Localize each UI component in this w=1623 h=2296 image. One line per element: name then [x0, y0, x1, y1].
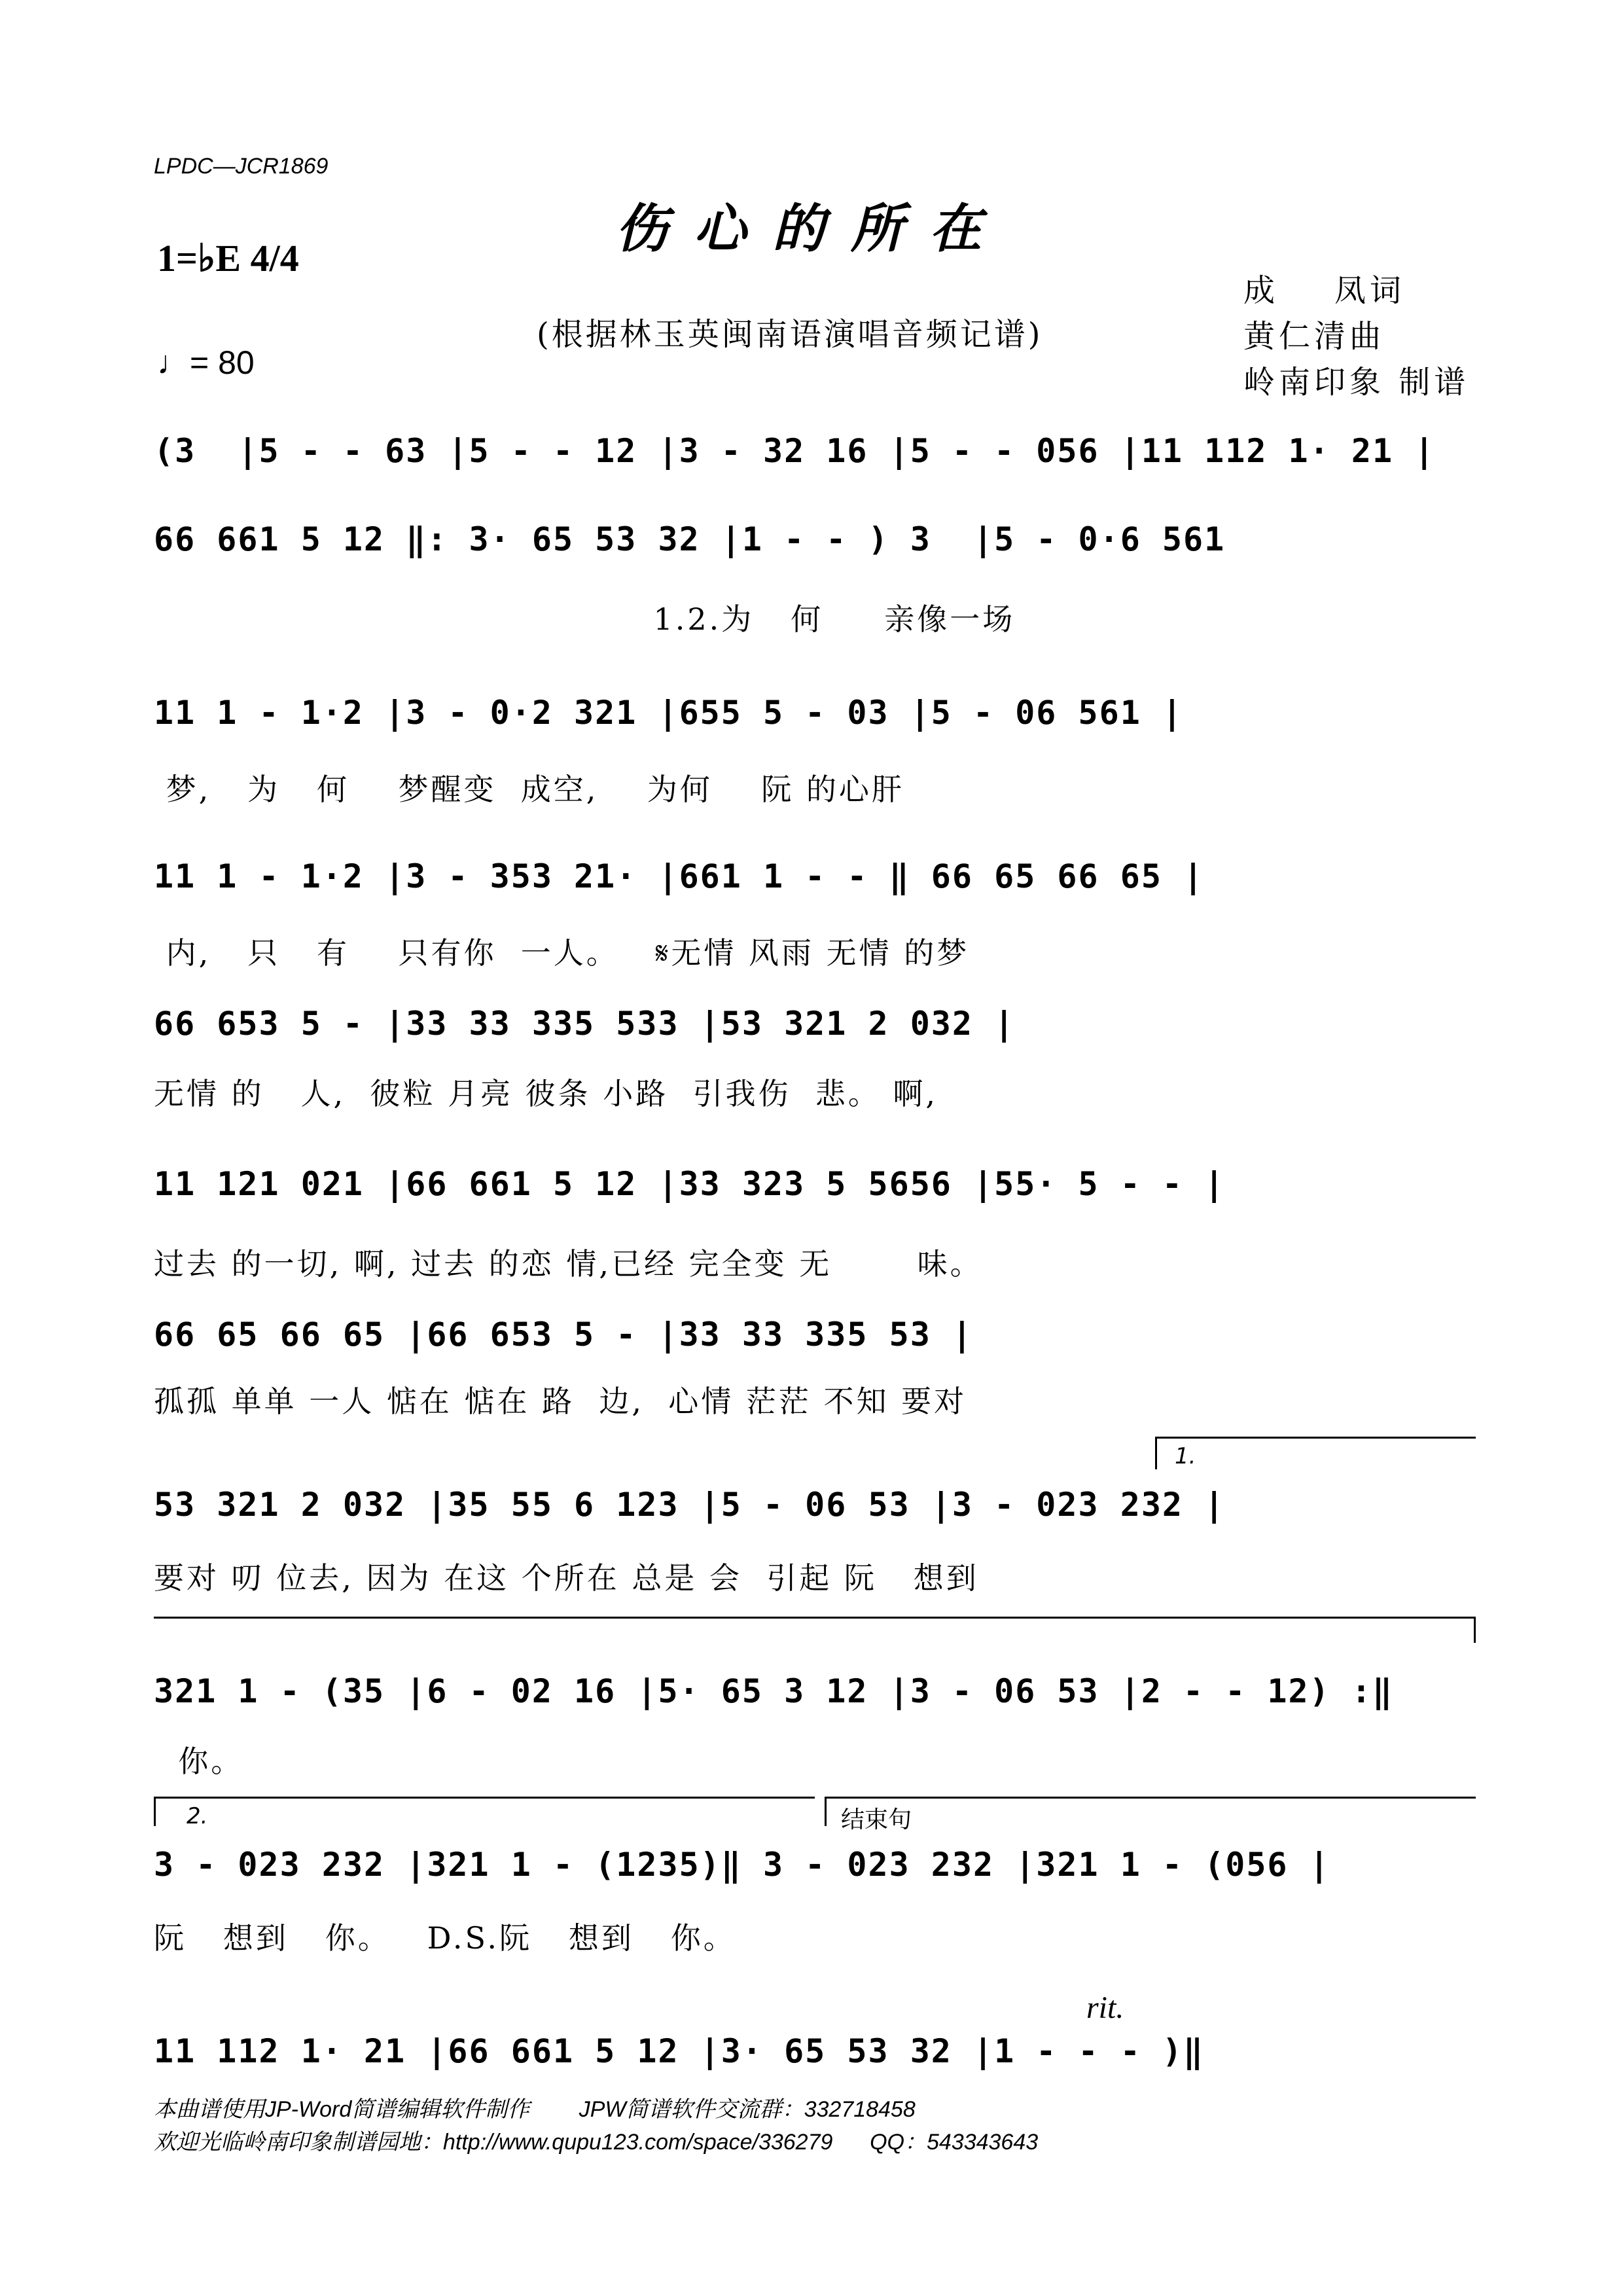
volta-bracket-1-end	[1474, 1617, 1476, 1643]
volta-bracket-1-tick	[1155, 1437, 1157, 1469]
composer-credit: 黄仁清曲	[1243, 318, 1385, 355]
volta-2-label: 2.	[187, 1803, 208, 1829]
score-row-9: 321 1 - (35 |6 - 02 16 |5· 65 3 12 |3 - 06 53 |2 - - 12) :‖	[154, 1672, 1394, 1710]
score-row-11: 11 112 1· 21 |66 661 5 12 |3· 65 53 32 |1 - - - )‖	[154, 2032, 1205, 2070]
lyrics-row-5: 无情 的 人, 彼粒 月亮 彼条 小路 引我伤 悲。 啊,	[154, 1076, 938, 1111]
footer-line-1: 本曲谱使用JP-Word简谱编辑软件制作 JPW简谱软件交流群：332718458	[154, 2097, 916, 2122]
score-row-10: 3 - 023 232 |321 1 - (1235)‖ 3 - 023 232 |321 1 - (056 |	[154, 1846, 1330, 1884]
volta-1-label: 1.	[1175, 1443, 1196, 1469]
lyrics-row-4: 内, 只 有 只有你 一人。 𝄋无情 风雨 无情 的梦	[154, 935, 970, 971]
volta-bracket-1-continued	[154, 1617, 1476, 1619]
score-row-2: 66 661 5 12 ‖: 3· 65 53 32 |1 - - ) 3 |5 - 0·6 561	[154, 520, 1226, 558]
volta-bracket-1	[1155, 1437, 1476, 1439]
lyrics-row-7: 孤孤 单单 一人 惦在 惦在 路 边, 心情 茫茫 不知 要对	[154, 1384, 967, 1419]
score-row-6: 11 121 021 |66 661 5 12 |33 323 5 5656 |55· 5 - - |	[154, 1165, 1226, 1203]
lyrics-row-9: 你。	[154, 1744, 244, 1779]
subtitle: (根据林玉英闽南语演唱音频记谱)	[537, 316, 1043, 353]
key-signature: 1=♭E 4/4	[157, 237, 299, 279]
volta-bracket-2-tick	[154, 1797, 156, 1826]
page-title: 伤心的所在	[615, 198, 1008, 259]
score-row-1: (3 |5 - - 63 |5 - - 12 |3 - 32 16 |5 - - 056 |11 112 1· 21 |	[154, 432, 1436, 470]
score-row-8: 53 321 2 032 |35 55 6 123 |5 - 06 53 |3 - 023 232 |	[154, 1486, 1226, 1524]
footer-line-2: 欢迎光临岭南印象制谱园地：http://www.qupu123.com/space/336279 QQ：543343643	[154, 2130, 1039, 2155]
lyrics-row-10: 阮 想到 你。 D.S.阮 想到 你。	[154, 1920, 736, 1956]
score-row-3: 11 1 - 1·2 |3 - 0·2 321 |655 5 - 03 |5 - 06 561 |	[154, 694, 1184, 732]
score-code: LPDC—JCR1869	[154, 154, 329, 179]
lyrics-row-6: 过去 的一切, 啊, 过去 的恋 情,已经 完全变 无 味。	[154, 1246, 983, 1282]
tempo-marking: ♩= 80	[157, 344, 255, 381]
score-row-4: 11 1 - 1·2 |3 - 353 21· |661 1 - - ‖ 66 65 66 65 |	[154, 857, 1205, 895]
lyricist-credit: 成 凤词	[1243, 272, 1406, 309]
score-row-7: 66 65 66 65 |66 653 5 - |33 33 335 53 |	[154, 1316, 973, 1354]
ending-label: 结束句	[841, 1806, 912, 1833]
lyrics-row-2: 1.2.为 何 亲像一场	[154, 601, 1016, 637]
ending-bracket	[825, 1797, 1476, 1799]
ritardando-marking: rit.	[1086, 1990, 1124, 2025]
volta-bracket-2	[154, 1797, 815, 1799]
score-row-5: 66 653 5 - |33 33 335 533 |53 321 2 032 |	[154, 1005, 1016, 1043]
lyrics-row-3: 梦, 为 何 梦醒变 成空, 为何 阮 的心肝	[154, 772, 904, 807]
arranger-credit: 岭南印象 制谱	[1243, 364, 1470, 401]
lyrics-row-8: 要对 叨 位去, 因为 在这 个所在 总是 会 引起 阮 想到	[154, 1560, 979, 1596]
ending-bracket-tick	[825, 1797, 827, 1826]
